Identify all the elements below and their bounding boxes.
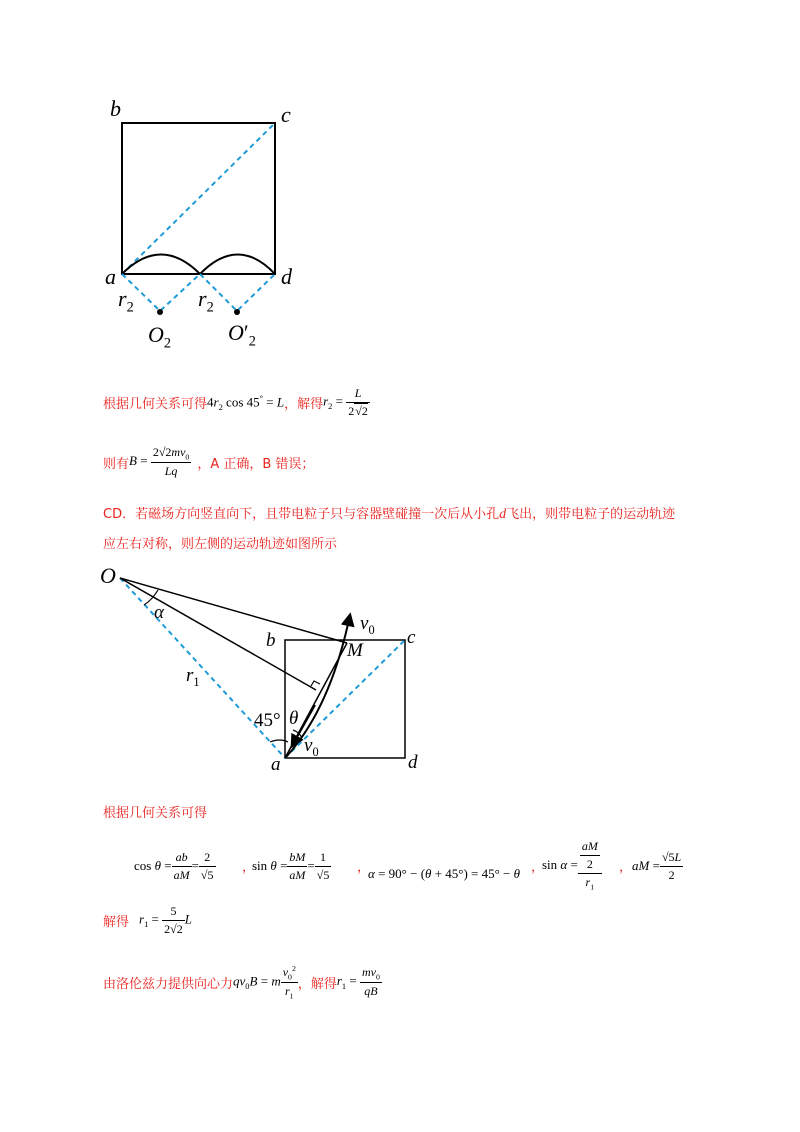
equation-line-r1 bbox=[103, 900, 192, 940]
label-a: a bbox=[105, 264, 116, 289]
text-geometry-2: 根据几何关系可得 bbox=[103, 806, 208, 821]
label-r2-left: $r_2$ bbox=[118, 286, 134, 316]
label-d-2: d bbox=[408, 752, 418, 773]
center-o2 bbox=[157, 309, 163, 315]
equation-r2: $r_2$ = $\frac{L}{2√2}$ bbox=[323, 385, 368, 418]
label-r1: $r_1$ bbox=[186, 665, 200, 689]
equation-qvB: $qv_0B = m$ $\frac{v_0^2}{r_1}$ bbox=[233, 963, 296, 1001]
label-a-2: a bbox=[271, 754, 281, 775]
diagonal-ac bbox=[122, 123, 275, 274]
arc-left bbox=[122, 255, 200, 275]
arc-right bbox=[200, 255, 275, 275]
equation-sin-alpha: sin α = $\frac{\frac{aM}{2}}{r_1}$ bbox=[542, 830, 602, 900]
label-c: c bbox=[281, 102, 291, 127]
label-c-2: c bbox=[407, 627, 416, 648]
equation-aM: aM = $\frac{√5L}{2}$ bbox=[632, 849, 682, 882]
center-o2-prime bbox=[234, 309, 240, 315]
equation-line-1 bbox=[103, 382, 370, 422]
equation-alpha: α = 90° − (θ + 45°) = 45° − θ bbox=[368, 866, 521, 881]
text-then: 则有 bbox=[103, 456, 130, 472]
text-solve: ，解得 bbox=[284, 396, 324, 412]
diagonal-ac-2 bbox=[285, 640, 405, 758]
equation-4r2cos45: $4r_2$ cos 45° = L bbox=[207, 392, 285, 412]
label-o2-prime: $O'_2$ bbox=[228, 320, 256, 350]
label-r2-right: $r_2$ bbox=[198, 286, 214, 316]
equation-line-2 bbox=[103, 442, 314, 482]
comma-2: ， bbox=[357, 860, 371, 875]
right-angle-mark bbox=[311, 681, 320, 686]
label-v0-bottom: $v_0$ bbox=[304, 735, 319, 759]
equation-cos-theta: cos θ = $\frac{ab}{aM}$ = $\frac{2}{√5}$ bbox=[134, 849, 214, 882]
equation-sin-theta: sin θ = $\frac{bM}{aM}$ = $\frac{1}{√5}$ bbox=[252, 849, 330, 882]
line-O-perpendicular bbox=[120, 578, 316, 690]
label-o2: $O_2$ bbox=[148, 322, 172, 352]
label-M: M bbox=[347, 640, 363, 661]
paragraph-cd-line1: CD．若磁场方向竖直向下，且带电粒子只与容器壁碰撞一次后从小孔d飞出，则带电粒子的运动轨迹 bbox=[103, 507, 676, 522]
label-d: d bbox=[281, 264, 292, 289]
equation-B: B = $\frac{2√2mv_0}{Lq}$ bbox=[129, 444, 190, 479]
equation-r1-mv: $r_1$ = $\frac{mv_0}{qB}$ bbox=[336, 964, 380, 999]
equation-r1: $r_1$ = $\frac{5}{2√2}$ L bbox=[139, 903, 192, 936]
text-a-correct: ，A 正确，B 错误； bbox=[197, 456, 315, 472]
comma-1: ， bbox=[242, 860, 256, 875]
text-lorentz: 由洛伦兹力提供向心力 bbox=[103, 976, 234, 992]
text-geometry: 根据几何关系可得 bbox=[103, 396, 208, 412]
equation-line-lorentz bbox=[103, 960, 382, 1004]
label-v0-top: $v_0$ bbox=[360, 613, 375, 637]
text-solve-3: ，解得 bbox=[297, 976, 337, 992]
label-45-degrees: 45° bbox=[254, 710, 281, 731]
figure-square-two-arcs bbox=[100, 95, 320, 360]
label-b-2: b bbox=[266, 630, 276, 651]
text-solve-2: 解得 bbox=[103, 914, 130, 930]
label-b: b bbox=[110, 96, 121, 121]
figure-trajectory bbox=[100, 560, 440, 780]
label-alpha: α bbox=[154, 602, 164, 623]
label-O: O bbox=[100, 563, 116, 588]
label-theta: θ bbox=[289, 708, 299, 729]
comma-4: ， bbox=[619, 860, 633, 875]
paragraph-cd-line2: 应左右对称，则左侧的运动轨迹如图所示 bbox=[103, 537, 338, 552]
comma-3: ， bbox=[531, 860, 545, 875]
